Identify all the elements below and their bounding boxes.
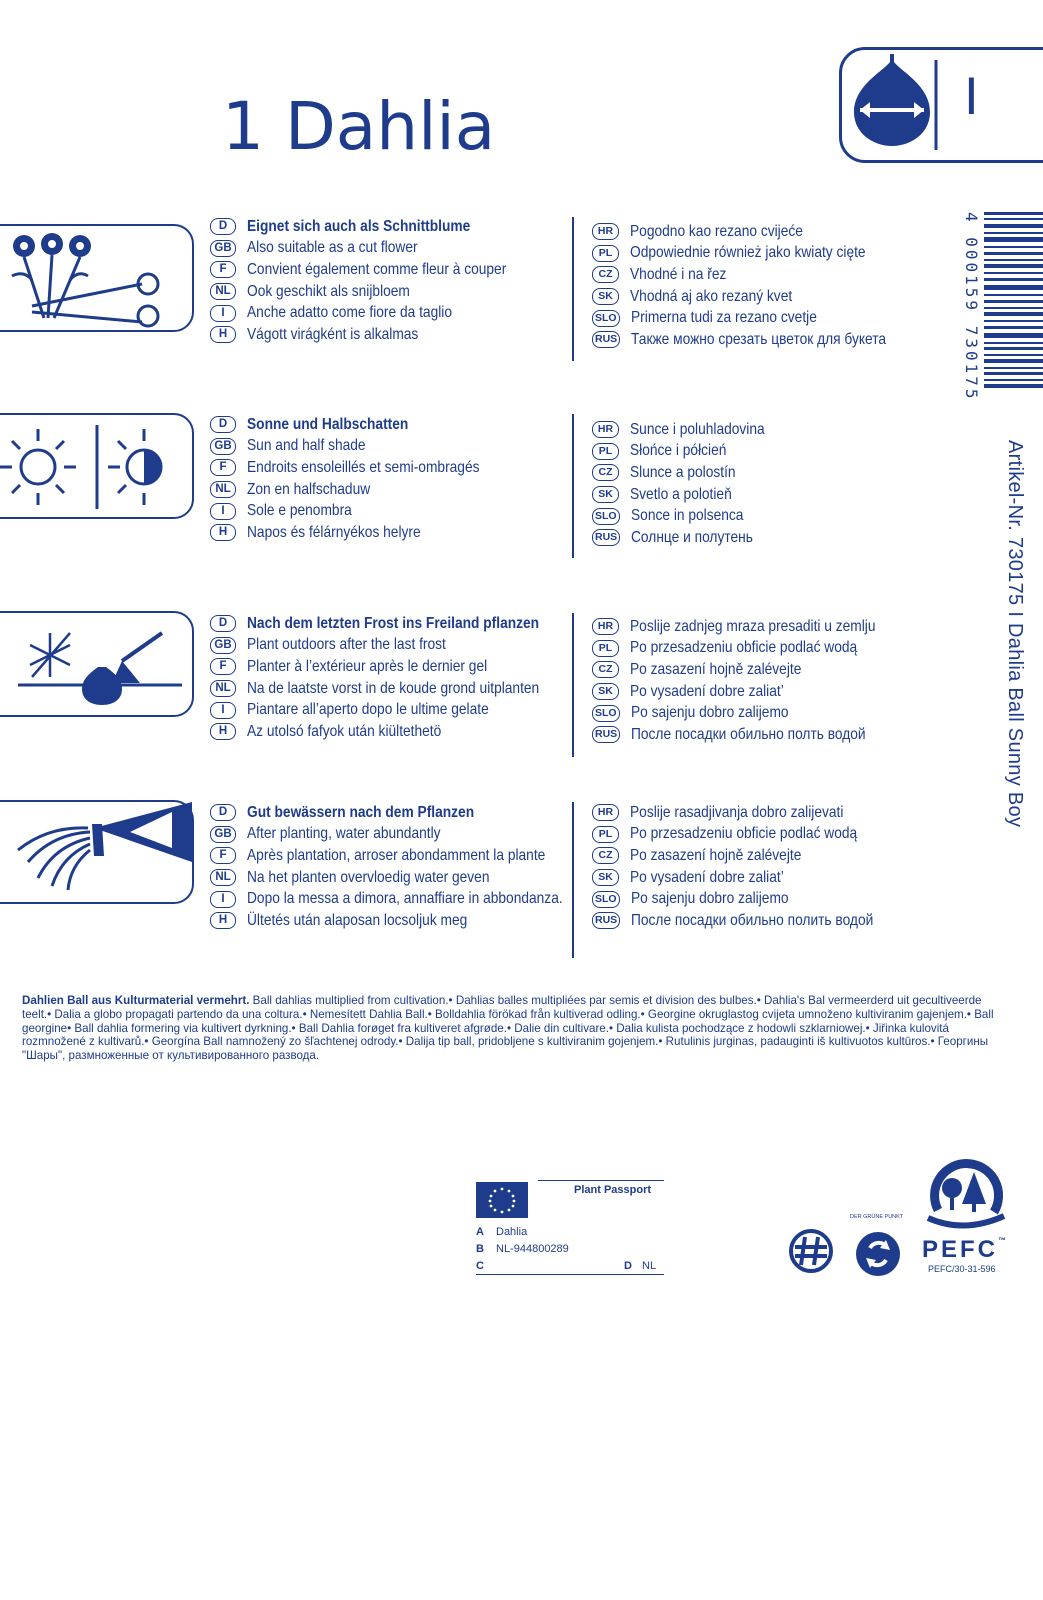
lang-row: [592, 221, 928, 243]
lang-row: [210, 613, 587, 635]
sun-shade-icon-box: [0, 413, 194, 519]
lang-row: [210, 802, 614, 824]
lang-row: [592, 910, 913, 932]
lang-row: [210, 910, 614, 932]
instruction-text: Po sajenju dobro zalijemo: [630, 890, 789, 908]
lang-row: [592, 888, 913, 910]
lang-code: F: [210, 261, 236, 278]
instruction-text: Słońce i półcień: [630, 442, 727, 460]
lang-row: [592, 462, 787, 484]
lang-row: [592, 702, 915, 724]
instruction-text: Az utolsó fafyok után kiültethetö: [247, 722, 442, 740]
lang-row: [592, 824, 913, 846]
lang-code: CZ: [592, 661, 619, 678]
column-divider: [572, 414, 574, 558]
lang-row: [592, 505, 787, 527]
section-2-left: [210, 414, 517, 544]
frost-planting-icon: [0, 613, 192, 715]
lang-row: [592, 659, 915, 681]
lang-row: [210, 824, 614, 846]
lang-code: NL: [210, 481, 236, 498]
lang-row: [592, 264, 928, 286]
instruction-text: Sonne und Halbschatten: [247, 415, 409, 433]
lang-code: NL: [210, 680, 236, 697]
lang-code: RUS: [592, 529, 620, 546]
lang-code: SLO: [592, 891, 620, 908]
instruction-text: Sun and half shade: [247, 437, 366, 455]
cultivation-note-text: Ball dahlias multiplied from cultivation.• Dahlias balles multipliées par semis et division des bulbes.• Dahlia's Bal vermeerderd uit gecultiveerde teelt.• Dalia a globo propagati partendo da una coltura.• Nemesített Dahlia Ball.• Bolldahlia förökad från kultiverad odling.• Georgine okruglastog cvijeta umnoženo kultiviranim gajenjem.• Ball georgine• Ball dahlia formering via kultivert dyrkning.• Ball Dahlia forøget fra kultiveret afgrøde.• Dalie din cultivare.• Dalia kulista pochodzące z hodowli szklarniowej.• Jiřinka kulovitá rozmnožené z kultivarů.• Georgína Ball namnožený zo šľachtenej odrody.• Dalija tip ball, pridobljene s kultiviranim gojenjem.• Rutulinis jurginas, padauginti iš kultivuotos kultūros.• Георгины "Шары", размноженные от культивированного развода.: [22, 994, 994, 1063]
lang-row: [210, 436, 517, 458]
lang-row: [592, 243, 928, 265]
lang-row: [592, 845, 913, 867]
lang-row: [210, 845, 614, 867]
section-4-left: [210, 802, 614, 932]
lang-code: SK: [592, 288, 619, 305]
recycling-symbol-icon: [788, 1228, 834, 1274]
column-divider: [572, 613, 574, 757]
lang-row: [210, 721, 587, 743]
instruction-text: Также можно срезать цветок для букета: [631, 330, 887, 348]
watering-icon-box: [0, 800, 194, 904]
lang-code: GB: [210, 637, 236, 654]
lang-row: [592, 527, 787, 549]
lang-code: PL: [592, 245, 619, 262]
lang-code: SK: [592, 869, 619, 886]
barcode-number: 4 000159 730175: [962, 212, 981, 402]
instruction-text: Po przesadzeniu obficie podlać wodą: [630, 639, 858, 657]
lang-row: [210, 635, 587, 657]
instruction-text: Nach dem letzten Frost ins Freiland pflanzen: [247, 614, 540, 632]
instruction-text: Odpowiednie również jako kwiaty cięte: [630, 244, 866, 262]
lang-row: [210, 281, 549, 303]
lang-code: I: [210, 891, 236, 908]
lang-code: RUS: [592, 331, 620, 348]
instruction-text: Endroits ensoleillés et semi-ombragés: [247, 458, 480, 476]
lang-code: PL: [592, 443, 619, 460]
lang-code: SLO: [592, 310, 620, 327]
instruction-text: Vhodné i na řez: [630, 265, 727, 283]
lang-row: [210, 216, 549, 238]
lang-code: I: [210, 503, 236, 520]
lang-row: [210, 302, 549, 324]
section-2-right: [592, 419, 787, 549]
instruction-text: Pogodno kao rezano cvijeće: [630, 222, 803, 240]
green-dot-icon: [848, 1222, 908, 1280]
passport-a-value: Dahlia: [496, 1226, 528, 1238]
lang-code: GB: [210, 826, 236, 843]
lang-code: F: [210, 459, 236, 476]
instruction-text: Ook geschikt als snijbloem: [247, 282, 410, 300]
lang-code: D: [210, 615, 236, 632]
instruction-text: After planting, water abundantly: [247, 825, 441, 843]
passport-d-value: NL: [642, 1260, 657, 1272]
instruction-text: Piantare all’aperto dopo le ultime gelate: [247, 701, 489, 719]
size-mark: I: [964, 68, 979, 126]
lang-row: [592, 681, 915, 703]
lang-row: [592, 419, 787, 441]
pefc-trademark: ™: [998, 1236, 1007, 1245]
instruction-text: Après plantation, arroser abondamment la plante: [247, 846, 546, 864]
lang-code: SLO: [592, 705, 620, 722]
lang-code: H: [210, 326, 236, 343]
passport-heading: Plant Passport: [574, 1184, 652, 1196]
passport-c-label: C: [476, 1260, 484, 1272]
lang-code: HR: [592, 804, 619, 821]
section-3-right: [592, 616, 915, 746]
lang-row: [210, 522, 517, 544]
lang-code: D: [210, 804, 236, 821]
lang-row: [210, 414, 517, 436]
section-1-left: [210, 216, 549, 346]
lang-code: H: [210, 912, 236, 929]
instruction-text: Poslije zadnjeg mraza presaditi u zemlju: [630, 617, 876, 635]
instruction-text: Napos és félárnyékos helyre: [247, 523, 421, 541]
lang-row: [592, 616, 915, 638]
instruction-text: Zon en halfschaduw: [247, 480, 371, 498]
instruction-text: Po sajenju dobro zalijemo: [630, 704, 789, 722]
pefc-wordmark: [922, 1236, 1006, 1264]
lang-row: [210, 867, 614, 889]
instruction-text: Po zasazení hojně zalévejte: [630, 846, 802, 864]
lang-code: CZ: [592, 847, 619, 864]
instruction-text: Vágott virágként is alkalmas: [247, 325, 419, 343]
pefc-code: PEFC/30-31-596: [928, 1264, 996, 1274]
instruction-text: Also suitable as a cut flower: [247, 239, 418, 257]
lang-code: NL: [210, 869, 236, 886]
passport-b-label: B: [476, 1243, 484, 1255]
lang-code: H: [210, 524, 236, 541]
lang-row: [210, 479, 517, 501]
lang-code: RUS: [592, 726, 620, 743]
passport-b-value: NL-944800289: [496, 1243, 569, 1255]
lang-row: [210, 699, 587, 721]
lang-code: NL: [210, 283, 236, 300]
lang-row: [592, 802, 913, 824]
instruction-text: Dopo la messa a dimora, annaffiare in abbondanza.: [247, 890, 563, 908]
sun-shade-icon: [0, 415, 192, 517]
lang-code: HR: [592, 223, 619, 240]
section-4-right: [592, 802, 913, 932]
lang-code: F: [210, 658, 236, 675]
watering-can-icon: [0, 802, 192, 902]
instruction-text: Солнце и полутень: [631, 528, 754, 546]
green-dot-caption: DER GRÜNE PUNKT: [850, 1214, 904, 1220]
lang-code: I: [210, 305, 236, 322]
cultivation-note: [22, 994, 1002, 1063]
instruction-text: Anche adatto come fiore da taglio: [247, 304, 453, 322]
frost-planting-icon-box: [0, 611, 194, 717]
lang-code: SLO: [592, 508, 620, 525]
cut-flower-icon: [0, 226, 192, 330]
passport-a-label: A: [476, 1226, 484, 1238]
instruction-text: Sonce in polsenca: [630, 507, 744, 525]
lang-row: [210, 678, 587, 700]
lang-code: D: [210, 416, 236, 433]
instruction-text: Po zasazení hojně zalévejte: [630, 660, 802, 678]
barcode: [984, 212, 1043, 392]
lang-row: [592, 286, 928, 308]
lang-row: [592, 638, 915, 660]
lang-code: SK: [592, 486, 619, 503]
lang-code: H: [210, 723, 236, 740]
lang-code: CZ: [592, 266, 619, 283]
instruction-text: Convient également comme fleur à couper: [247, 260, 507, 278]
lang-code: I: [210, 702, 236, 719]
lang-row: [592, 484, 787, 506]
lang-row: [592, 441, 787, 463]
instruction-text: Eignet sich auch als Schnittblume: [247, 217, 471, 235]
instruction-text: Gut bewässern nach dem Pflanzen: [247, 803, 475, 821]
instruction-text: Na het planten overvloedig water geven: [247, 868, 490, 886]
lang-row: [592, 307, 928, 329]
lang-row: [210, 656, 587, 678]
instruction-text: Slunce a polostín: [630, 463, 736, 481]
bulb-size-box: [839, 47, 1043, 163]
cut-flower-icon-box: [0, 224, 194, 332]
instruction-text: Ültetés után alaposan locsoljuk meg: [247, 911, 468, 929]
instruction-text: Sunce i poluhladovina: [630, 420, 765, 438]
eu-flag-icon: [476, 1182, 528, 1218]
instruction-text: Sole e penombra: [247, 502, 352, 520]
lang-row: [592, 867, 913, 889]
instruction-text: Svetlo a polotieň: [630, 485, 732, 503]
instruction-text: Vhodná aj ako rezaný kvet: [630, 287, 793, 305]
lang-code: RUS: [592, 912, 620, 929]
instruction-text: Po przesadzeniu obficie podlać wodą: [630, 825, 858, 843]
lang-row: [210, 259, 549, 281]
passport-bottom-rule: [476, 1274, 664, 1275]
plant-passport: [476, 1180, 666, 1270]
passport-d-label: D: [624, 1260, 632, 1272]
lang-code: PL: [592, 826, 619, 843]
lang-code: PL: [592, 640, 619, 657]
lang-row: [210, 457, 517, 479]
instruction-text: Po vysadení dobre zaliat’: [630, 868, 784, 886]
lang-row: [592, 329, 928, 351]
lang-code: GB: [210, 438, 236, 455]
lang-row: [210, 238, 549, 260]
lang-code: HR: [592, 421, 619, 438]
instruction-text: После посадки обильно полть водой: [631, 725, 866, 743]
page-title: 1 Dahlia: [222, 88, 496, 165]
instruction-text: Poslije rasadjivanja dobro zalijevati: [630, 803, 844, 821]
section-1-right: [592, 221, 928, 351]
lang-code: CZ: [592, 464, 619, 481]
column-divider: [572, 217, 574, 361]
lang-code: SK: [592, 683, 619, 700]
lang-row: [592, 724, 915, 746]
lang-row: [210, 500, 517, 522]
lang-row: [210, 324, 549, 346]
column-divider: [572, 802, 574, 958]
instruction-text: Na de laatste vorst in de koude grond uitplanten: [247, 679, 540, 697]
bulb-size-icon: [842, 50, 1043, 160]
lang-code: D: [210, 218, 236, 235]
instruction-text: Primerna tudi za rezano cvetje: [630, 309, 817, 327]
barcode-bars: [984, 212, 1043, 392]
article-label: Artikel-Nr. 730175 I Dahlia Ball Sunny Boy: [1004, 440, 1026, 828]
instruction-text: Plant outdoors after the last frost: [247, 636, 446, 654]
pefc-text: PEFC: [922, 1236, 999, 1263]
lang-row: [210, 888, 614, 910]
instruction-text: Po vysadení dobre zaliat’: [630, 682, 784, 700]
lang-code: F: [210, 847, 236, 864]
passport-heading-rule: [538, 1180, 664, 1181]
instruction-text: После посадки обильно полить водой: [631, 911, 874, 929]
cultivation-note-bold: Dahlien Ball aus Kulturmaterial vermehrt.: [22, 994, 250, 1007]
pefc-tree-icon: [924, 1158, 1008, 1234]
lang-code: HR: [592, 618, 619, 635]
section-3-left: [210, 613, 587, 743]
instruction-text: Planter à l’extérieur après le dernier gel: [247, 657, 488, 675]
lang-code: GB: [210, 240, 236, 257]
